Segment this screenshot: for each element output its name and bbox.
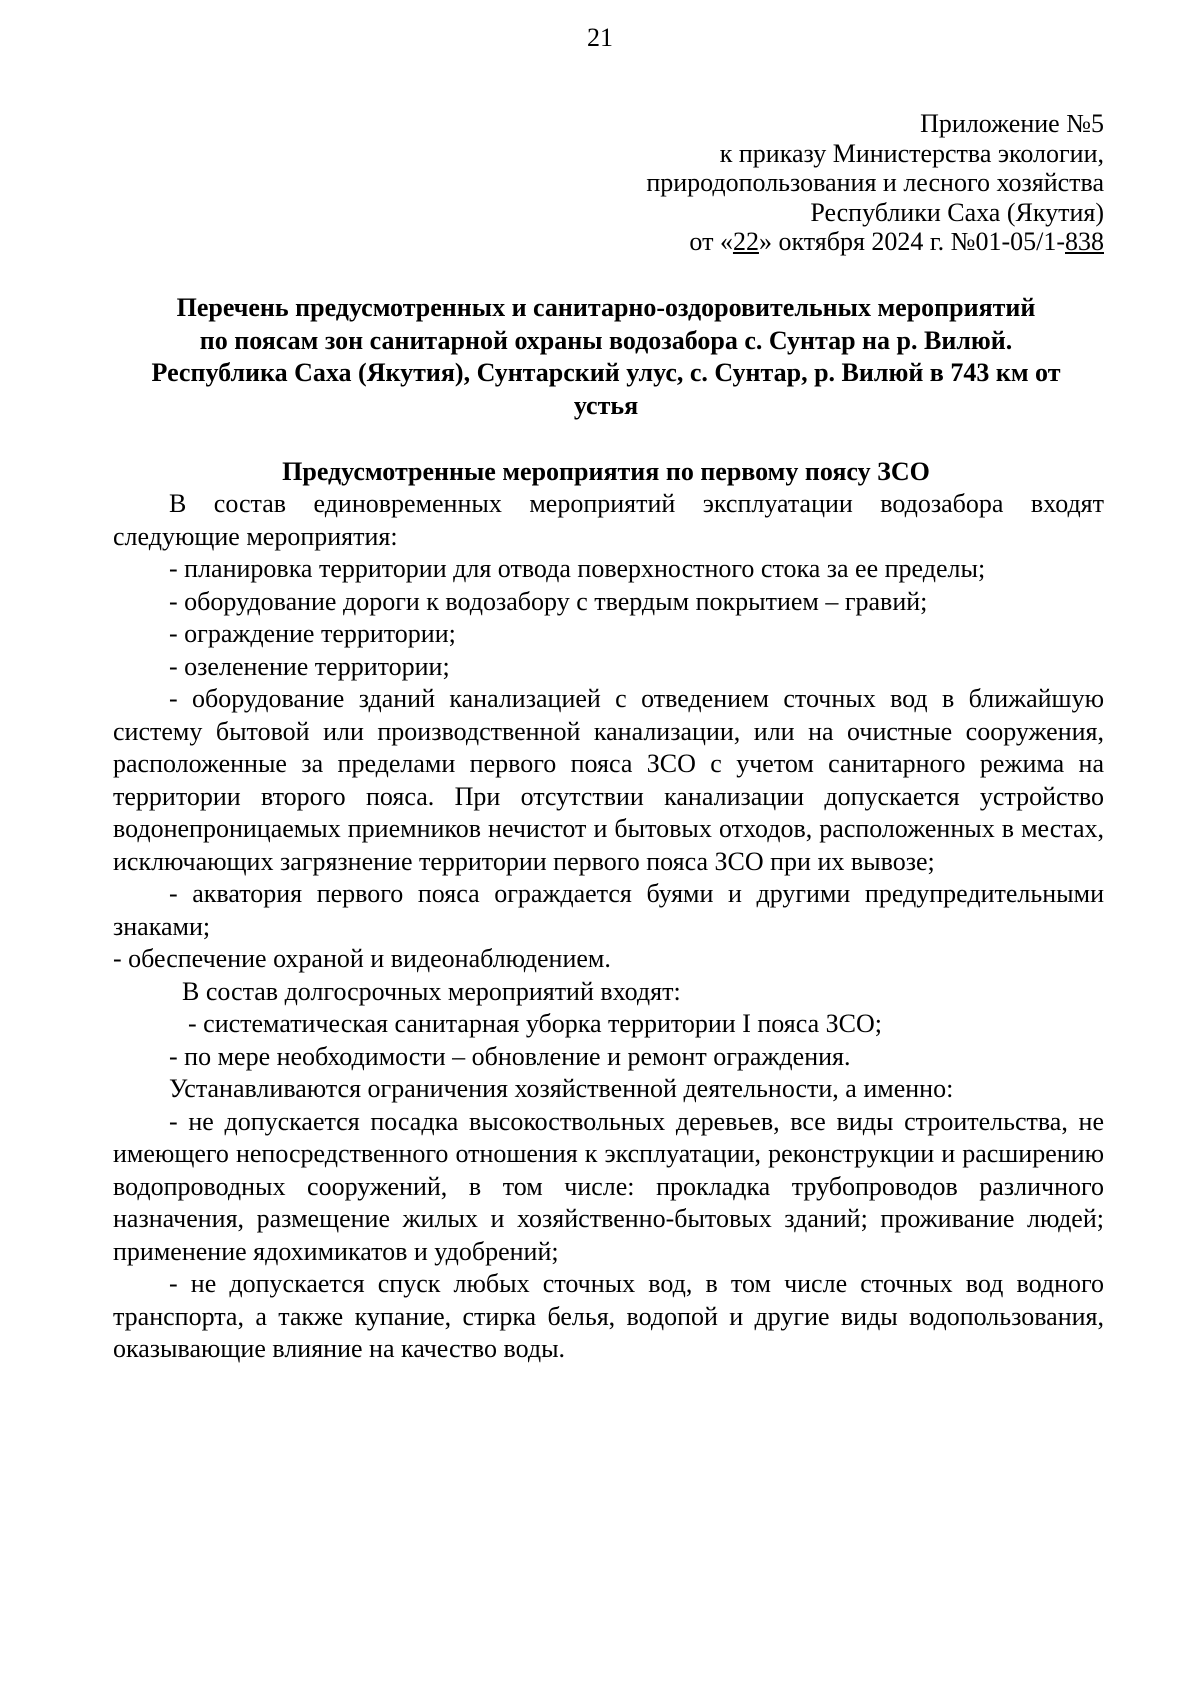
list-item: - озеленение территории; — [169, 651, 450, 681]
list-item: - акватория первого пояса ограждается буями и другими предупредительными знаками; — [113, 879, 1104, 941]
document-body — [113, 488, 1104, 1366]
date-middle: » октября 2024 г. №01-05/1- — [758, 227, 1065, 256]
list-item: - по мере необходимости – обновление и ремонт ограждения. — [169, 1041, 851, 1071]
appendix-line: природопользования и лесного хозяйства — [646, 168, 1104, 197]
date-prefix: от « — [689, 227, 733, 256]
appendix-line: к приказу Министерства экологии, — [719, 138, 1104, 168]
list-item: - обеспечение охраной и видеонаблюдением. — [113, 944, 611, 973]
paragraph: В состав долгосрочных мероприятий входят: — [182, 976, 681, 1006]
paragraph: В состав единовременных мероприятий эксплуатации водозабора входят следующие мероприятия: — [113, 489, 1104, 551]
appendix-line: Приложение №5 — [920, 109, 1104, 138]
list-item: - систематическая санитарная уборка территории I пояса ЗСО; — [188, 1009, 883, 1038]
list-item: - оборудование дороги к водозабору с твердым покрытием – гравий; — [169, 586, 928, 616]
list-item: - оборудование зданий канализацией с отведением сточных вод в ближайшую систему бытовой или производственной канализации, или на очистные сооружения, расположенные за пределами первого пояса ЗСО с учетом санитарного режима на территории второго пояса. При отсутствии канализации допускается устройство водонепроницаемых приемников нечистот и бытовых отходов, расположенных в местах, исключающих загрязнение территории первого пояса ЗСО при их вывозе; — [113, 684, 1104, 876]
list-item: - не допускается спуск любых сточных вод, в том числе сточных вод водного транспорта, а также купание, стирка белья, водопой и другие виды водопользования, оказывающие влияние на качество воды. — [113, 1269, 1104, 1363]
appendix-date-line — [646, 227, 1104, 257]
list-item: - планировка территории для отвода поверхностного стока за ее пределы; — [169, 554, 986, 583]
appendix-header — [646, 109, 1104, 257]
title-line: Республика Саха (Якутия), Сунтарский улус, с. Сунтар, р. Вилюй в 743 км от — [151, 358, 1061, 387]
title-line: Перечень предусмотренных и санитарно-оздоровительных мероприятий — [176, 293, 1036, 322]
document-title — [108, 292, 1104, 422]
order-number: 838 — [1065, 227, 1104, 256]
title-line: устья — [573, 390, 639, 420]
date-day: 22 — [732, 227, 759, 256]
title-line: по поясам зон санитарной охраны водозабора с. Сунтар на р. Вилюй. — [199, 325, 1013, 355]
appendix-line: Республики Саха (Якутия) — [810, 197, 1104, 227]
page-number: 21 — [587, 23, 613, 52]
paragraph: Устанавливаются ограничения хозяйственной деятельности, а именно: — [169, 1074, 954, 1103]
list-item: - ограждение территории; — [169, 619, 456, 648]
list-item: - не допускается посадка высокоствольных деревьев, все виды строительства, не имеющего непосредственного отношения к эксплуатации, реконструкции и расширению водопроводных сооружений, в том числе: прокладка трубопроводов различного назначения, размещение жилых и хозяйственно-бытовых зданий; проживание людей; применение ядохимикатов и удобрений; — [113, 1106, 1104, 1266]
section-title: Предусмотренные мероприятия по первому поясу ЗСО — [282, 457, 930, 486]
